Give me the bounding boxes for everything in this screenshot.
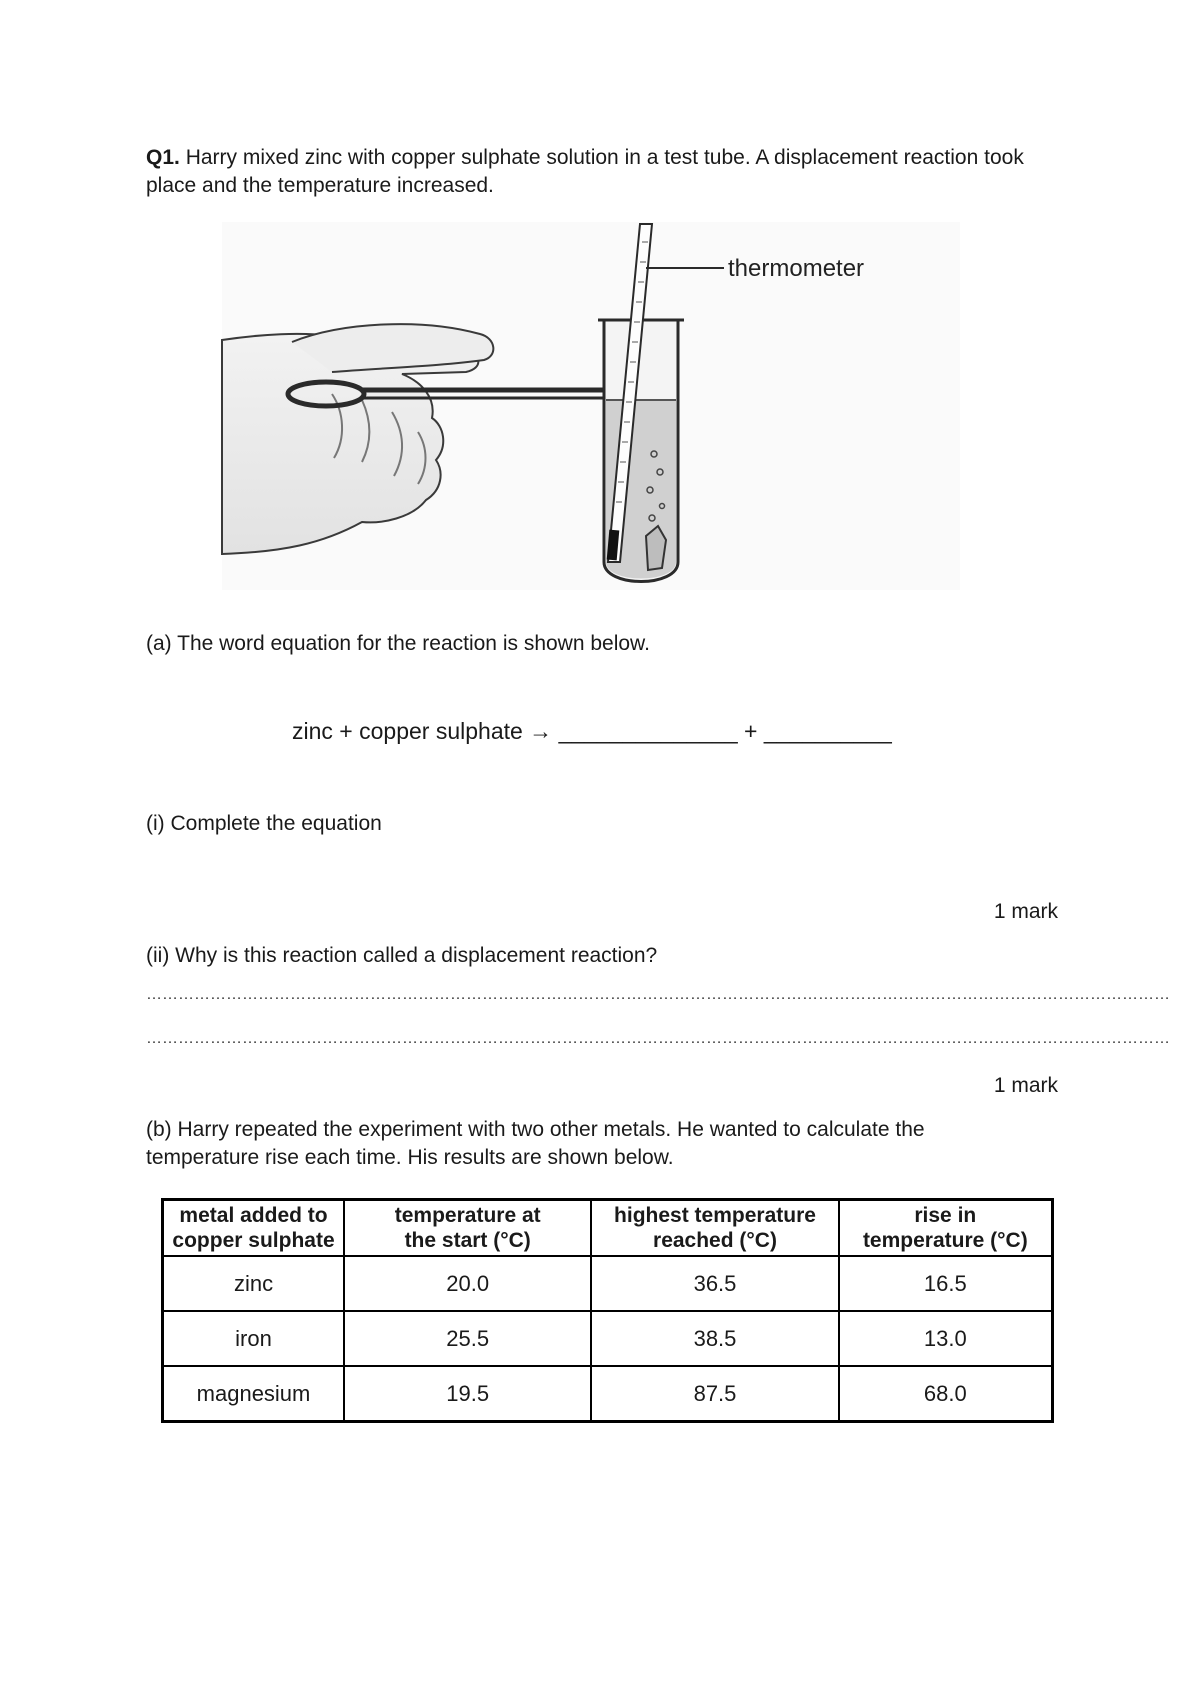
table-row: [163, 1311, 1053, 1366]
word-equation: zinc + copper sulphate → ______________ + __________: [292, 718, 892, 744]
cell-rise: 16.5: [839, 1256, 1053, 1311]
cell-start-temp: 25.5: [344, 1311, 591, 1366]
header-start-temp-line-2: the start (°C): [404, 1229, 531, 1252]
experiment-figure: [222, 222, 960, 590]
cell-metal: zinc: [163, 1256, 345, 1311]
results-table: [161, 1198, 1054, 1423]
cell-start-temp: 20.0: [344, 1256, 591, 1311]
cell-highest-temp: 38.5: [591, 1311, 838, 1366]
cell-highest-temp: 87.5: [591, 1366, 838, 1422]
thermometer-label: thermometer: [728, 255, 865, 282]
header-metal-line-1: metal added to: [179, 1204, 328, 1227]
question-intro-text: Harry mixed zinc with copper sulphate solution in a test tube. A displacement reaction took place and the temperature increased.: [146, 146, 1024, 197]
cell-rise: 68.0: [839, 1366, 1053, 1422]
test-tube-illustration: [222, 222, 960, 590]
header-metal-line-2: copper sulphate: [172, 1229, 335, 1252]
header-metal: [163, 1200, 345, 1257]
part-a-text: (a) The word equation for the reaction is shown below.: [146, 632, 650, 655]
part-b-text: (b) Harry repeated the experiment with two other metals. He wanted to calculate the temperature rise each time. His results are shown below.: [146, 1118, 925, 1169]
mark-label-i: 1 mark: [993, 900, 1058, 923]
cell-start-temp: 19.5: [344, 1366, 591, 1422]
header-rise-line-2: temperature (°C): [862, 1229, 1028, 1252]
header-rise: [839, 1200, 1053, 1257]
table-header-row: [163, 1200, 1053, 1257]
answer-line-2[interactable]: …………………………………………………………………………………………………………………………………………………………………………: [146, 1030, 1170, 1047]
header-highest-temp-line-1: highest temperature: [614, 1204, 816, 1227]
table-row: [163, 1366, 1053, 1422]
cell-rise: 13.0: [839, 1311, 1053, 1366]
part-i-text: (i) Complete the equation: [146, 812, 382, 835]
cell-highest-temp: 36.5: [591, 1256, 838, 1311]
header-highest-temp: [591, 1200, 838, 1257]
cell-metal: magnesium: [163, 1366, 345, 1422]
header-rise-line-1: rise in: [914, 1204, 977, 1227]
header-highest-temp-line-2: reached (°C): [653, 1229, 777, 1252]
header-start-temp-line-1: temperature at: [394, 1204, 541, 1227]
question-label: Q1.: [146, 146, 180, 169]
part-ii-text: (ii) Why is this reaction called a displacement reaction?: [146, 944, 658, 967]
mark-label-ii: 1 mark: [993, 1074, 1058, 1097]
question-intro: [146, 144, 1066, 200]
cell-metal: iron: [163, 1311, 345, 1366]
answer-line-1[interactable]: …………………………………………………………………………………………………………………………………………………………………………: [146, 986, 1170, 1003]
header-start-temp: [344, 1200, 591, 1257]
table-row: [163, 1256, 1053, 1311]
